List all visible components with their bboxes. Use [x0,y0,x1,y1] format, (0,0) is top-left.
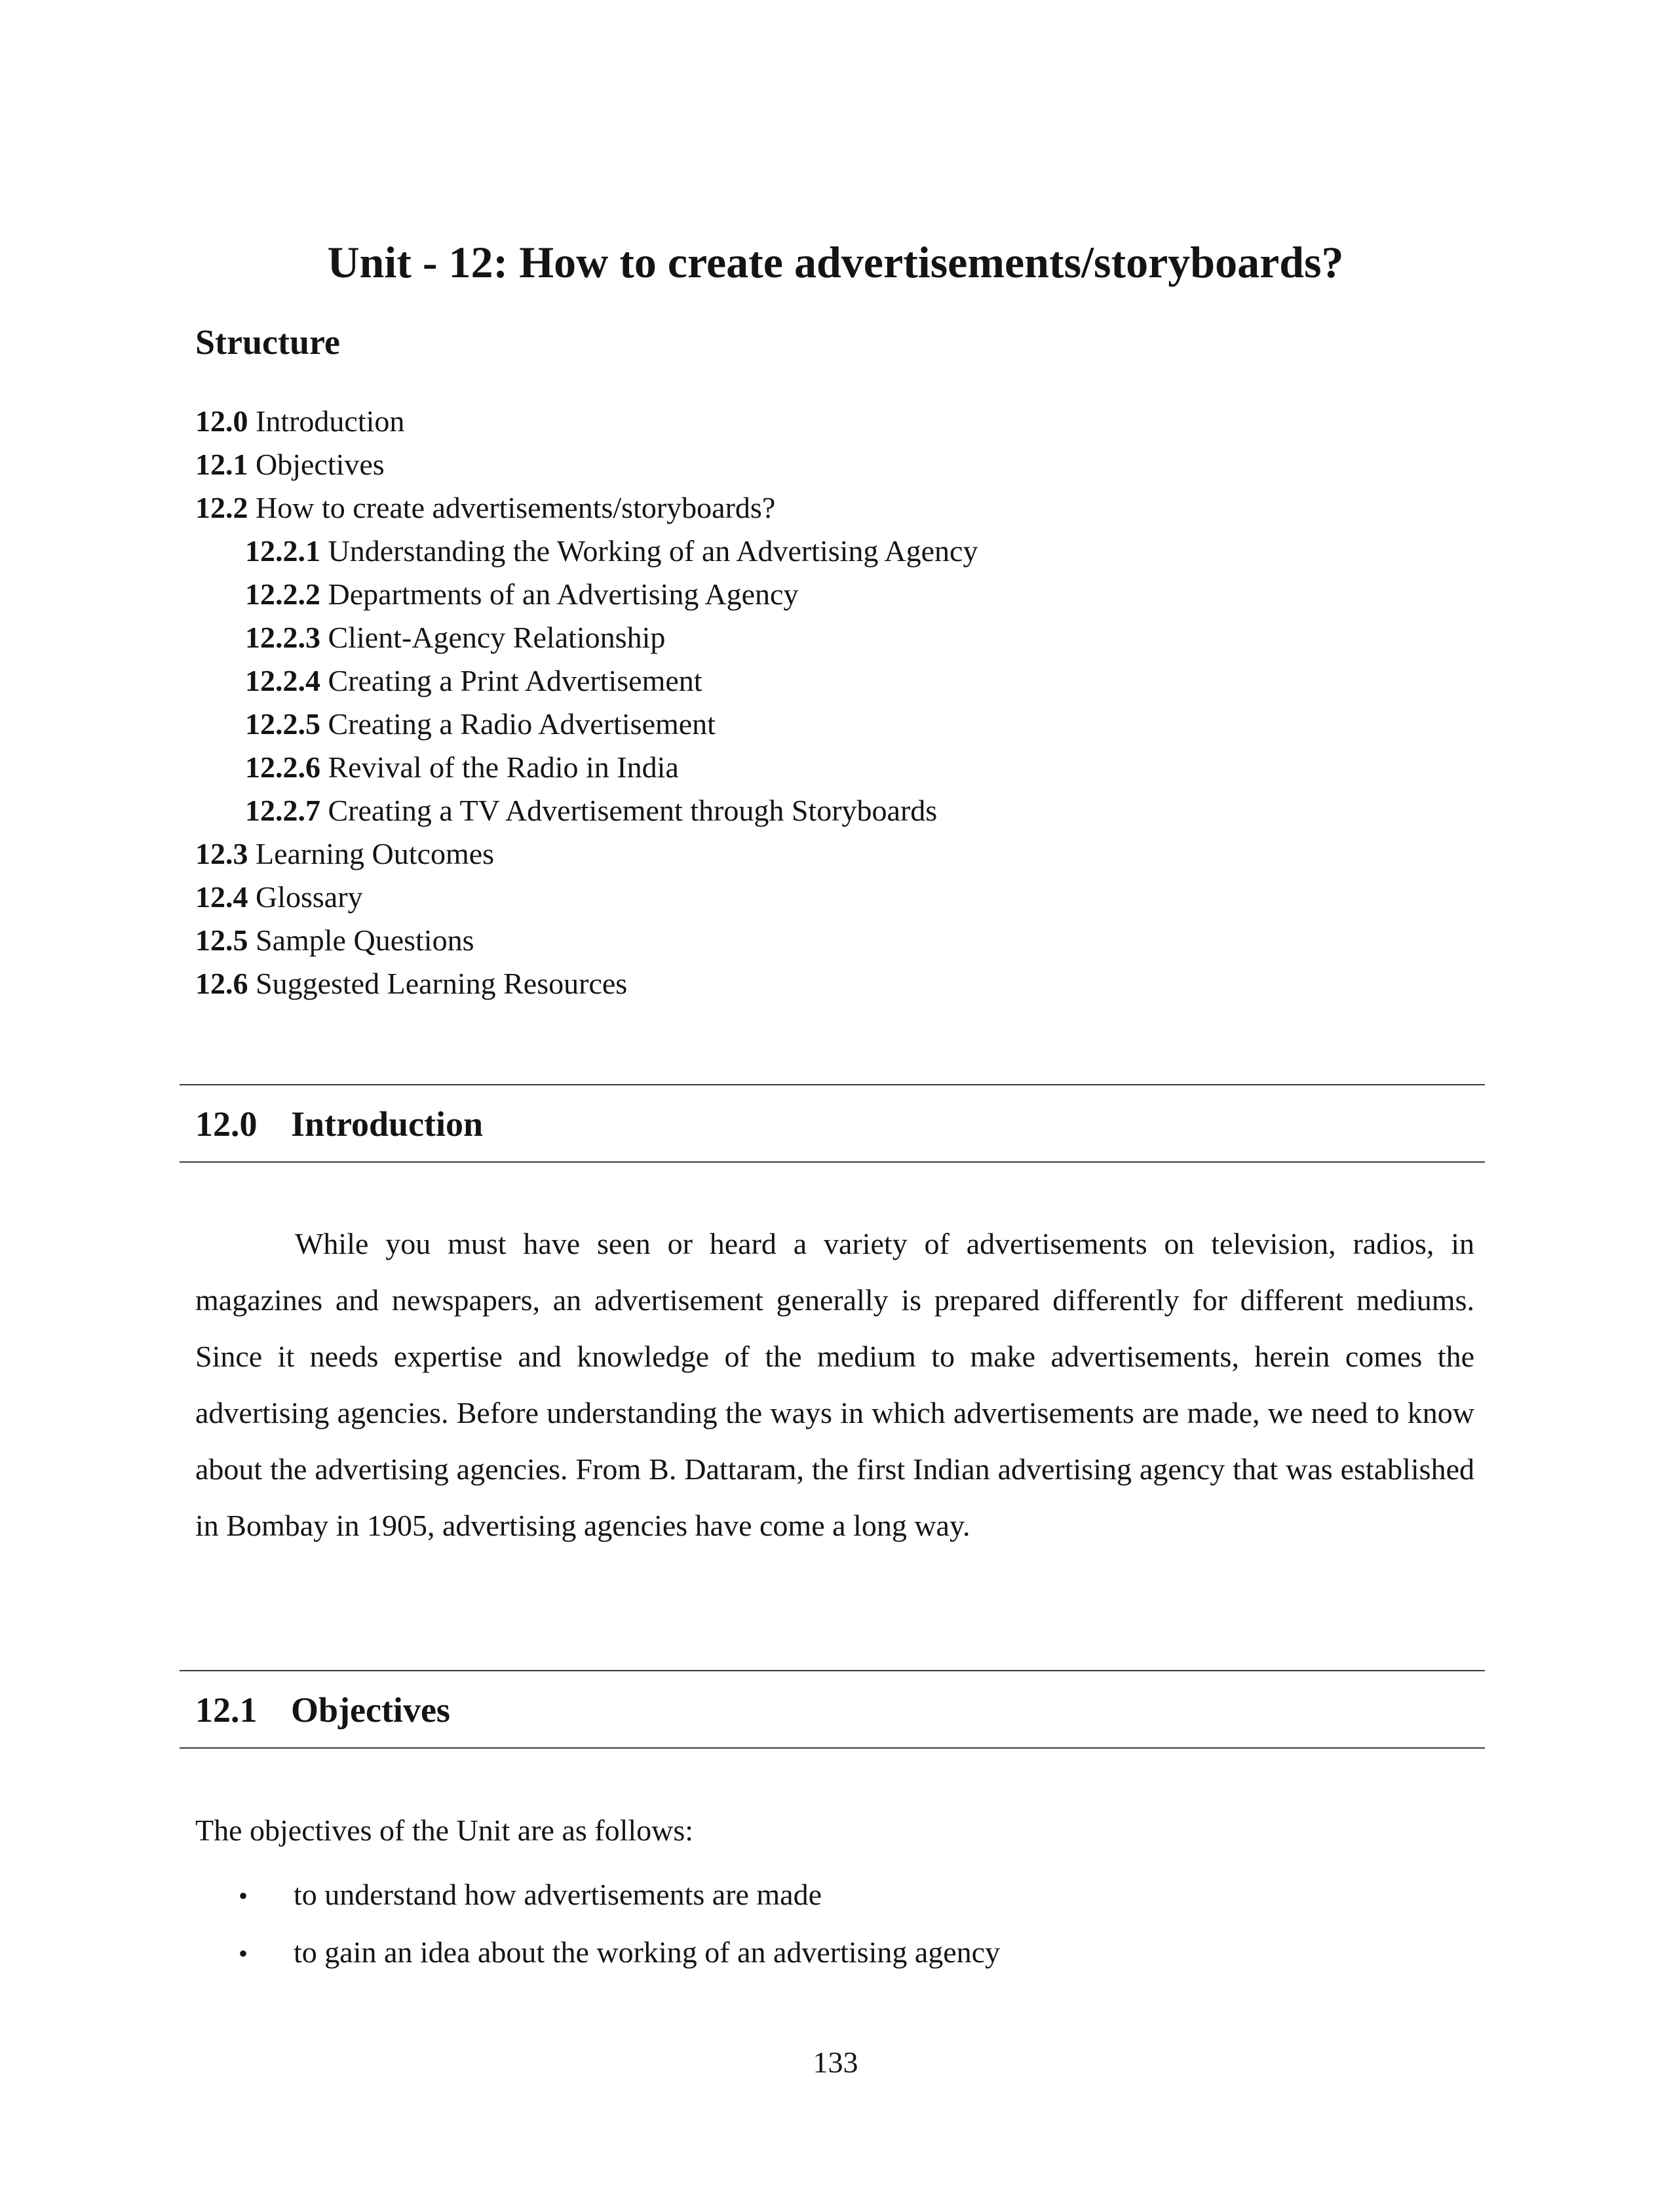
page-number: 133 [813,2046,858,2079]
toc-text: Learning Outcomes [248,837,495,870]
section-number: 12.1 [195,1690,258,1730]
toc-text: Departments of an Advertising Agency [320,577,799,611]
toc-number: 12.2.7 [245,794,320,827]
objectives-lead: The objectives of the Unit are as follows: [195,1814,694,1847]
toc-text: Understanding the Working of an Advertising Agency [320,534,978,568]
toc-item [195,962,978,1005]
section-title: Introduction [291,1104,484,1144]
toc-text: Introduction [248,404,405,438]
toc-item [195,832,978,876]
bullet-text: to understand how advertisements are made [294,1878,822,1911]
toc-number: 12.6 [195,967,248,1000]
unit-title: Unit - 12: How to create advertisements/storyboards? [327,237,1344,287]
toc-subitem [195,703,978,746]
toc-number: 12.2.1 [245,534,320,568]
objectives-heading [195,1687,450,1733]
section-rule-top [180,1084,1485,1085]
toc-subitem [195,573,978,616]
toc-text: Client-Agency Relationship [320,621,666,654]
toc-text: Glossary [248,880,363,914]
toc-number: 12.0 [195,404,248,438]
toc-item [195,443,978,486]
toc-number: 12.5 [195,923,248,957]
toc-number: 12.4 [195,880,248,914]
bullet-icon: • [239,1939,248,1968]
bullet-text: to gain an idea about the working of an advertising agency [294,1935,1001,1969]
toc-text: Creating a Radio Advertisement [320,707,716,741]
toc-text: Creating a TV Advertisement through Storyboards [320,794,938,827]
structure-heading: Structure [195,322,340,362]
introduction-paragraph: While you must have seen or heard a variety of advertisements on television, radios, in magazines and newspapers, an advertisement generally is prepared differently for different mediums. Since it needs expertise and knowledge of the medium to make advertisements, herein comes the advertising agencies. Before understanding the ways in which advertisements are made, we need to know about the advertising agencies. From B. Dattaram, the first Indian advertising agency that was established in Bombay in 1905, advertising agencies have come a long way. [195,1227,1474,1542]
section-title: Objectives [291,1690,450,1730]
toc-text: Revival of the Radio in India [320,750,679,784]
toc-subitem [195,616,978,659]
toc-number: 12.2 [195,491,248,524]
toc-subitem [195,659,978,703]
toc-text: Objectives [248,448,385,481]
toc-subitem [195,746,978,789]
toc-text: How to create advertisements/storyboards? [248,491,776,524]
section-rule-bottom [180,1747,1485,1749]
section-number: 12.0 [195,1104,258,1144]
toc-item [195,876,978,919]
toc-subitem [195,530,978,573]
toc-subitem [195,789,978,832]
objectives-list [195,1866,1000,1981]
toc-text: Creating a Print Advertisement [320,664,702,697]
section-rule-bottom [180,1161,1485,1163]
bullet-icon: • [239,1881,248,1911]
toc-item [195,400,978,443]
section-rule-top [180,1670,1485,1671]
toc-number: 12.2.2 [245,577,320,611]
toc-text: Sample Questions [248,923,474,957]
structure-list [195,400,978,1005]
list-item [195,1924,1000,1981]
toc-item [195,486,978,530]
toc-number: 12.2.4 [245,664,320,697]
toc-item [195,919,978,962]
introduction-heading [195,1101,483,1147]
toc-number: 12.1 [195,448,248,481]
list-item [195,1866,1000,1924]
toc-number: 12.3 [195,837,248,870]
toc-number: 12.2.5 [245,707,320,741]
toc-number: 12.2.6 [245,750,320,784]
toc-text: Suggested Learning Resources [248,967,628,1000]
toc-number: 12.2.3 [245,621,320,654]
